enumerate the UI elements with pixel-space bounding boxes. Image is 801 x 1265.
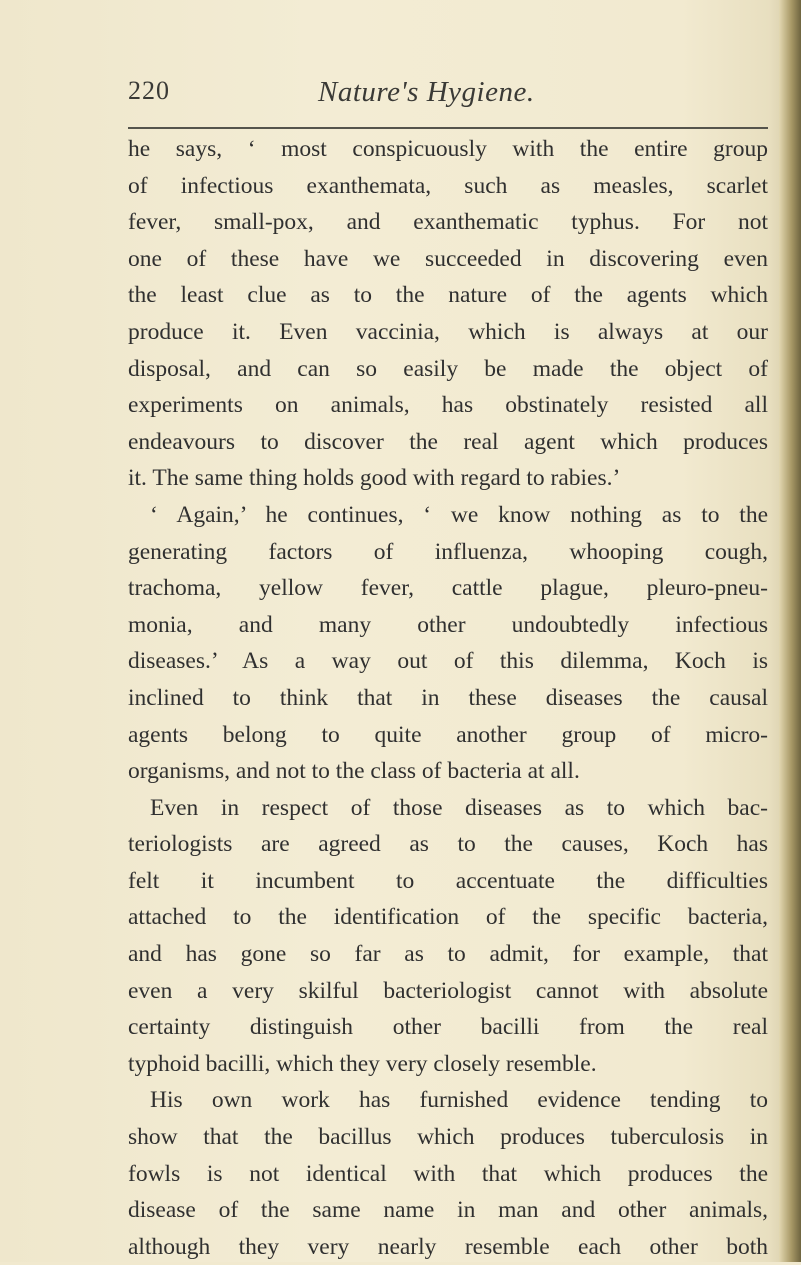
page-number: 220 xyxy=(128,76,170,105)
header-rule xyxy=(128,127,768,129)
text-line: agents belong to quite another group of micro- xyxy=(128,721,768,748)
text-line: even a very skilful bacteriologist cannot with absolute xyxy=(128,977,768,1004)
text-line: it. The same thing holds good with regard to rabies.’ xyxy=(128,465,621,492)
text-line: organisms, and not to the class of bacteria at all. xyxy=(128,758,580,785)
text-line: show that the bacillus which produces tuberculosis in xyxy=(128,1124,768,1151)
text-line: diseases.’ As a way out of this dilemma, Koch is xyxy=(128,648,768,675)
text-line: attached to the identification of the specific bacteria, xyxy=(128,904,768,931)
text-line: His own work has furnished evidence tending to xyxy=(150,1087,768,1114)
text-line: he says, ‘ most conspicuously with the entire group xyxy=(128,136,768,162)
text-line: generating factors of influenza, whooping cough, xyxy=(128,538,768,565)
text-line: typhoid bacilli, which they very closely resemble. xyxy=(128,1050,597,1077)
text-line: Even in respect of those diseases as to which bac- xyxy=(150,794,768,821)
text-line: felt it incumbent to accentuate the difficulties xyxy=(128,867,768,894)
text-line: disposal, and can so easily be made the object of xyxy=(128,355,768,382)
text-line: produce it. Even vaccinia, which is always at our xyxy=(128,318,768,345)
page-header xyxy=(128,76,768,116)
text-line: one of these have we succeeded in discovering even xyxy=(128,245,768,272)
text-line: and has gone so far as to admit, for example, that xyxy=(128,941,768,968)
body-text xyxy=(128,131,768,1265)
text-line: ‘ Again,’ he continues, ‘ we know nothing as to the xyxy=(150,501,768,528)
text-line: fever, small-pox, and exanthematic typhus. For not xyxy=(128,209,768,236)
text-line: endeavours to discover the real agent which produces xyxy=(128,428,768,455)
text-line: trachoma, yellow fever, cattle plague, pleuro-pneu- xyxy=(128,575,768,602)
page-gutter-shadow xyxy=(779,0,801,1262)
text-line: inclined to think that in these diseases the causal xyxy=(128,684,768,711)
running-title: Nature's Hygiene. xyxy=(318,76,535,108)
text-line: the least clue as to the nature of the agents which xyxy=(128,282,768,309)
text-line: disease of the same name in man and other animals, xyxy=(128,1197,768,1224)
text-line: experiments on animals, has obstinately resisted all xyxy=(128,392,768,419)
text-line: of infectious exanthemata, such as measles, scarlet xyxy=(128,172,768,199)
text-line: certainty distinguish other bacilli from the real xyxy=(128,1014,768,1041)
text-line: although they very nearly resemble each other both xyxy=(128,1233,768,1260)
text-line: teriologists are agreed as to the causes, Koch has xyxy=(128,831,768,858)
text-line: fowls is not identical with that which produces the xyxy=(128,1160,768,1187)
text-line: monia, and many other undoubtedly infectious xyxy=(128,611,768,638)
